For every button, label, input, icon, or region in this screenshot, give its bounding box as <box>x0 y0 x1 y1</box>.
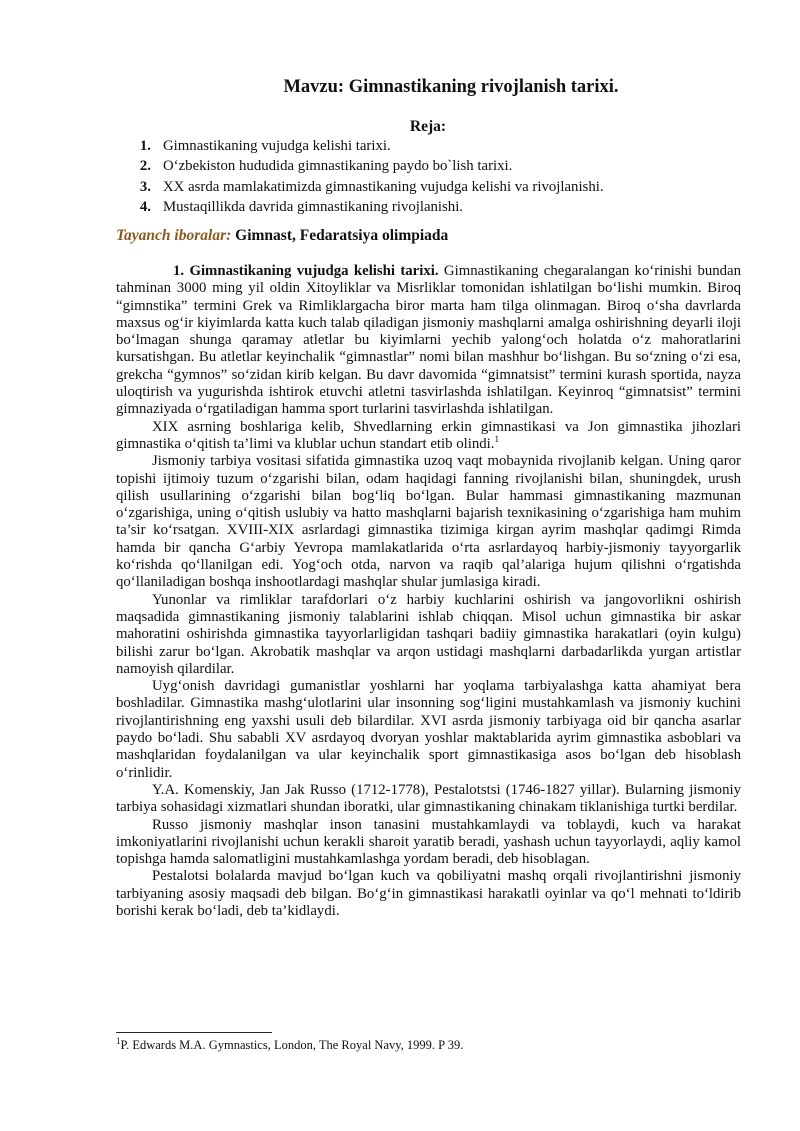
keywords-label: Tayanch iboralar: <box>116 227 232 244</box>
paragraph: Y.A. Komenskiy, Jan Jak Russo (1712-1778), Pestalotstsi (1746-1827 yillar). Bularning jismoniy tarbiya sohasidagi xizmatlari shundan iboratki, ular gimnastikaning chinakam tiklanishiga turtki berdilar. <box>116 781 741 816</box>
footnote-text: P. Edwards M.A. Gymnastics, London, The Royal Navy, 1999. P 39. <box>120 1038 464 1052</box>
plan-item-number: 2. <box>139 158 151 175</box>
plan-item-text: Gimnastikaning vujudga kelishi tarixi. <box>163 137 391 154</box>
plan-heading: Reja: <box>409 118 447 135</box>
paragraph: Russo jismoniy mashqlar inson tanasini mustahkamlaydi va toblaydi, kuch va harakat imkoniyatlarini rivojlanishi uchun kerakli sharoit yaratib beradi, yashash uchun tayyorlaydi, aqliy kamol topishga hamda salomatligini mustahkamlashga yordam beradi, deb hisoblagan. <box>116 816 741 868</box>
paragraph <box>116 263 741 419</box>
paragraph-text: Gimnastikaning chegaralangan ko‘rinishi bundan tahminan 3000 ming yil oldin Xitoyliklar va Misrliklar tomonidan ishlatilgan bo‘lishi mumkin. Biroq “gimnstika” termini Grek va Rimliklargacha biror marta ham tilga olinmagan. Biroq o‘sha davrlarda maxsus og‘ir kiyimlarda katta kuch talab qiladigan jismoniy mashqlarni amalga oshirishning deyarli iloji bo‘lmagan shunga qaramay atletlar bu kiyimlarni yechib yalong‘och holatda o‘z mahoratlarini kursatishgan. Bu atletlar keyinchalik “gimnastlar” nomi bilan mashhur bo‘lishgan. Bu so‘zning o‘zi esa, grekcha “gymnos” so‘zidan kirib kelgan. Bu davr davomida “gimnatsist” termini kurash sportida, nayza uloqtirish va yugurishda ishtirok etuvchi atletni tasvirlashda ishlatilgan. Keyinroq “gimnatsist” termini gimnaziyada o‘rgatiladigan hamma sport turlarini tasvirlashda ishlatilgan. <box>116 263 741 418</box>
body-text <box>116 263 741 920</box>
plan-item-number: 1. <box>139 137 151 154</box>
footnote <box>116 1035 741 1053</box>
footnote-reference[interactable]: 1 <box>494 434 499 445</box>
paragraph: Jismoniy tarbiya vositasi sifatida gimnastika uzoq vaqt mobaynida rivojlanib kelgan. Uning qaror topishi ijtimoiy tuzum o‘zgarishi bilan, odam haqidagi fanning rivojlanishi bilan, shuningdek, urush qilish usullarining o‘zgarishi bilan bog‘liq bo‘lgan. Bular hammasi gimnastikaning mazmunan o‘zgarishiga, uning o‘qitish uslubiy va hatto mashqlarni bajarish texnikasining o‘zgarishiga ham muhim ta’sir ko‘rsatgan. XVIII-XIX asrlardagi gimnastika tizimiga kirgan ayrim mashqlar qadimgi Rimda hamda bir qancha G‘arbiy Yevropa mamlakatlarida o‘rta asrlardayoq harbiy-jismoniy tayyorgarlik ko‘rishda qo‘llanilgan edi. Yog‘och otda, narvon va raqib qal’alariga hujum qilishni o‘rgatishda qo‘llaniladigan boshqa inshootlardagi mashqlar shular jumlasiga kiradi. <box>116 453 741 591</box>
paragraph: Uyg‘onish davridagi gumanistlar yoshlarni har yoqlama tarbiyalashga katta ahamiyat bera boshladilar. Gimnastika mashg‘ulotlarini ular insonning sog‘ligini mustahkamlash va jismoniy kuchini rivojlantirishning eng yaxshi usuli deb bilardilar. XVI asrda jismoniy tarbiyaga oid bir qancha asarlar paydo bo‘ladi. Shu sababli XV asrdayoq dvoryan yoshlar maktablarida ayrim gimnastika asboblari va mashqlaridan foydalanilgan va ular keyinchalik sport gimnastikasiga asos bo‘lgan deb hisoblash o‘rinlidir. <box>116 678 741 781</box>
plan-item-text: Mustaqillikda davrida gimnastikaning rivojlanishi. <box>163 199 464 216</box>
keywords-text: Gimnast, Fedaratsiya olimpiada <box>231 227 449 244</box>
paragraph-text: XIX asrning boshlariga kelib, Shvedlarning erkin gimnastikasi va Jon gimnastika jihozlari gimnastika o‘qitish ta’limi va klublar uchun standart etib olindi. <box>116 418 741 452</box>
section-heading: 1. Gimnastikaning vujudga kelishi tarixi. <box>173 263 439 279</box>
plan-item-text: O‘zbekiston hududida gimnastikaning paydo bo`lish tarixi. <box>163 158 513 175</box>
plan-list <box>116 136 740 218</box>
plan-item-number: 3. <box>139 178 151 195</box>
paragraph: Pestalotsi bolalarda mavjud bo‘lgan kuch va qobiliyatni mashq orqali rivojlantirishni jismoniy tarbiyaning asosiy maqsadi deb bilgan. Bo‘g‘in gimnastikasi harakatli oyinlar va qo‘l mehnati to‘ldirib borishi kerak bo‘ladi, deb ta’kidlaydi. <box>116 868 741 919</box>
plan-item-number: 4. <box>139 199 151 216</box>
footnote-separator <box>116 1032 272 1033</box>
plan-item-text: XX asrda mamlakatimizda gimnastikaning vujudga kelishi va rivojlanishi. <box>163 178 604 195</box>
footnote-marker: 1 <box>116 1035 121 1046</box>
plan-item <box>116 157 740 178</box>
keywords-line <box>116 227 756 244</box>
plan-item <box>116 177 740 198</box>
plan-item <box>116 198 740 219</box>
paragraph: Yunonlar va rimliklar tarafdorlari o‘z harbiy kuchlarini oshirish va jangovorlikni oshirish maqsadida gimnastikaning jismoniy talablarini ishlab chiqqan. Misol uchun gimnastika bir askar mahoratini oshirishda gimnastika tayyorlarligidan tashqari badiiy gimnastika harakatlari (oyin kulgu) bilishi zarur bo‘lgan. Akrobatik mashqlar va arqon ustidagi mashqlarni darbadarlikda yurgan artistlar namoyish qilardilar. <box>116 591 741 677</box>
page-title: Mavzu: Gimnastikaning rivojlanish tarixi. <box>283 77 619 97</box>
plan-item <box>116 136 740 157</box>
paragraph <box>116 419 741 454</box>
